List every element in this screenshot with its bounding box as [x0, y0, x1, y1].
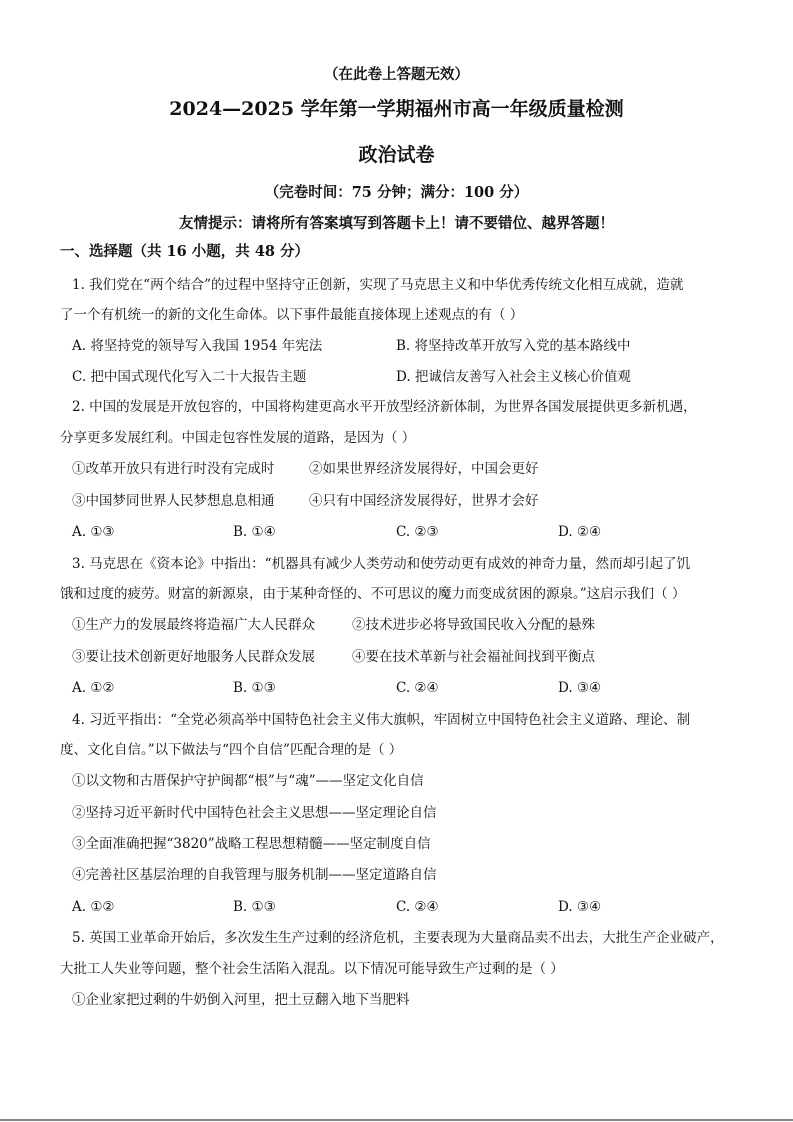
question-5-stem-line-1: 5. 英国工业革命开始后，多次发生生产过剩的经济危机，主要表现为大量商品卖不出去，大批生产企业破产，	[72, 930, 724, 946]
question-3-statement-2: ②技术进步必将导致国民收入分配的悬殊	[352, 617, 595, 633]
question-4-stem-line-2: 度、文化自信。”以下做法与“四个自信”匹配合理的是（ ）	[60, 742, 403, 758]
exam-notice: （在此卷上答题无效）	[324, 66, 469, 83]
question-4-option-b: B. ①③	[233, 899, 276, 915]
question-1-option-c: C. 把中国式现代化写入二十大报告主题	[72, 369, 307, 385]
question-3-stem-line-1: 3. 马克思在《资本论》中指出：“机器具有减少人类劳动和使劳动更有成效的神奇力量，然而却引起了饥	[72, 556, 691, 572]
question-1-stem-line-2: 了一个有机统一的新的文化生命体。以下事件最能直接体现上述观点的有（ ）	[60, 307, 524, 323]
question-1-stem-line-1: 1. 我们党在“两个结合”的过程中坚持守正创新，实现了马克思主义和中华优秀传统文化相互成就，造就	[72, 277, 684, 293]
question-3-statement-4: ④要在技术革新与社会福祉间找到平衡点	[352, 649, 595, 665]
question-3-statement-1: ①生产力的发展最终将造福广大人民群众	[72, 617, 315, 633]
question-2-statement-4: ④只有中国经济发展得好，世界才会好	[309, 493, 539, 509]
question-1-option-b: B. 将坚持改革开放写入党的基本路线中	[396, 338, 631, 354]
question-3-option-b: B. ①③	[233, 680, 276, 696]
question-3-option-d: D. ③④	[558, 680, 602, 696]
exam-subject: 政治试卷	[358, 144, 435, 166]
question-4-statement-1: ①以文物和古厝保护守护闽都“根”与“魂”——坚定文化自信	[72, 773, 424, 789]
question-2-option-d: D. ②④	[558, 524, 602, 540]
exam-reminder: 友情提示：请将所有答案填写到答题卡上！请不要错位、越界答题！	[179, 215, 614, 232]
question-1-option-d: D. 把诚信友善写入社会主义核心价值观	[396, 369, 631, 385]
question-4-stem-line-1: 4. 习近平指出：“全党必须高举中国特色社会主义伟大旗帜，牢固树立中国特色社会主义道路、理论、制	[72, 712, 691, 728]
question-4-statement-4: ④完善社区基层治理的自我管理与服务机制——坚定道路自信	[72, 867, 437, 883]
question-4-option-d: D. ③④	[558, 899, 602, 915]
question-3-stem-line-2: 饿和过度的疲劳。财富的新源泉，由于某种奇怪的、不可思议的魔力而变成贫困的源泉。”这启示我们（ ）	[60, 586, 686, 602]
question-2-option-b: B. ①④	[233, 524, 276, 540]
question-2-statement-1: ①改革开放只有进行时没有完成时	[72, 461, 275, 477]
page-bottom-rule	[0, 1119, 793, 1121]
question-5-stem-line-2: 大批工人失业等问题，整个社会生活陷入混乱。以下情况可能导致生产过剩的是（ ）	[60, 961, 564, 977]
question-4-statement-2: ②坚持习近平新时代中国特色社会主义思想——坚定理论自信	[72, 805, 437, 821]
exam-time-info: （完卷时间：75 分钟；满分：100 分）	[264, 184, 529, 201]
question-5-statement-1: ①企业家把过剩的牛奶倒入河里，把土豆翻入地下当肥料	[72, 992, 410, 1008]
section-title: 一、选择题（共 16 小题，共 48 分）	[60, 243, 310, 260]
question-3-statement-3: ③要让技术创新更好地服务人民群众发展	[72, 649, 315, 665]
question-1-option-a: A. 将坚持党的领导写入我国 1954 年宪法	[72, 338, 323, 354]
question-4-option-c: C. ②④	[396, 899, 439, 915]
question-2-stem-line-2: 分享更多发展红利。中国走包容性发展的道路，是因为（ ）	[60, 430, 416, 446]
exam-title: 2024—2025 学年第一学期福州市高一年级质量检测	[169, 98, 624, 120]
question-2-statement-2: ②如果世界经济发展得好，中国会更好	[309, 461, 539, 477]
question-2-statement-3: ③中国梦同世界人民梦想息息相通	[72, 493, 275, 509]
question-3-option-a: A. ①②	[72, 680, 115, 696]
question-2-option-a: A. ①③	[72, 524, 115, 540]
question-2-option-c: C. ②③	[396, 524, 439, 540]
question-3-option-c: C. ②④	[396, 680, 439, 696]
question-4-statement-3: ③全面准确把握“3820”战略工程思想精髓——坚定制度自信	[72, 836, 431, 852]
question-2-stem-line-1: 2. 中国的发展是开放包容的，中国将构建更高水平开放型经济新体制，为世界各国发展提供更多新机遇，	[72, 399, 697, 415]
question-4-option-a: A. ①②	[72, 899, 115, 915]
